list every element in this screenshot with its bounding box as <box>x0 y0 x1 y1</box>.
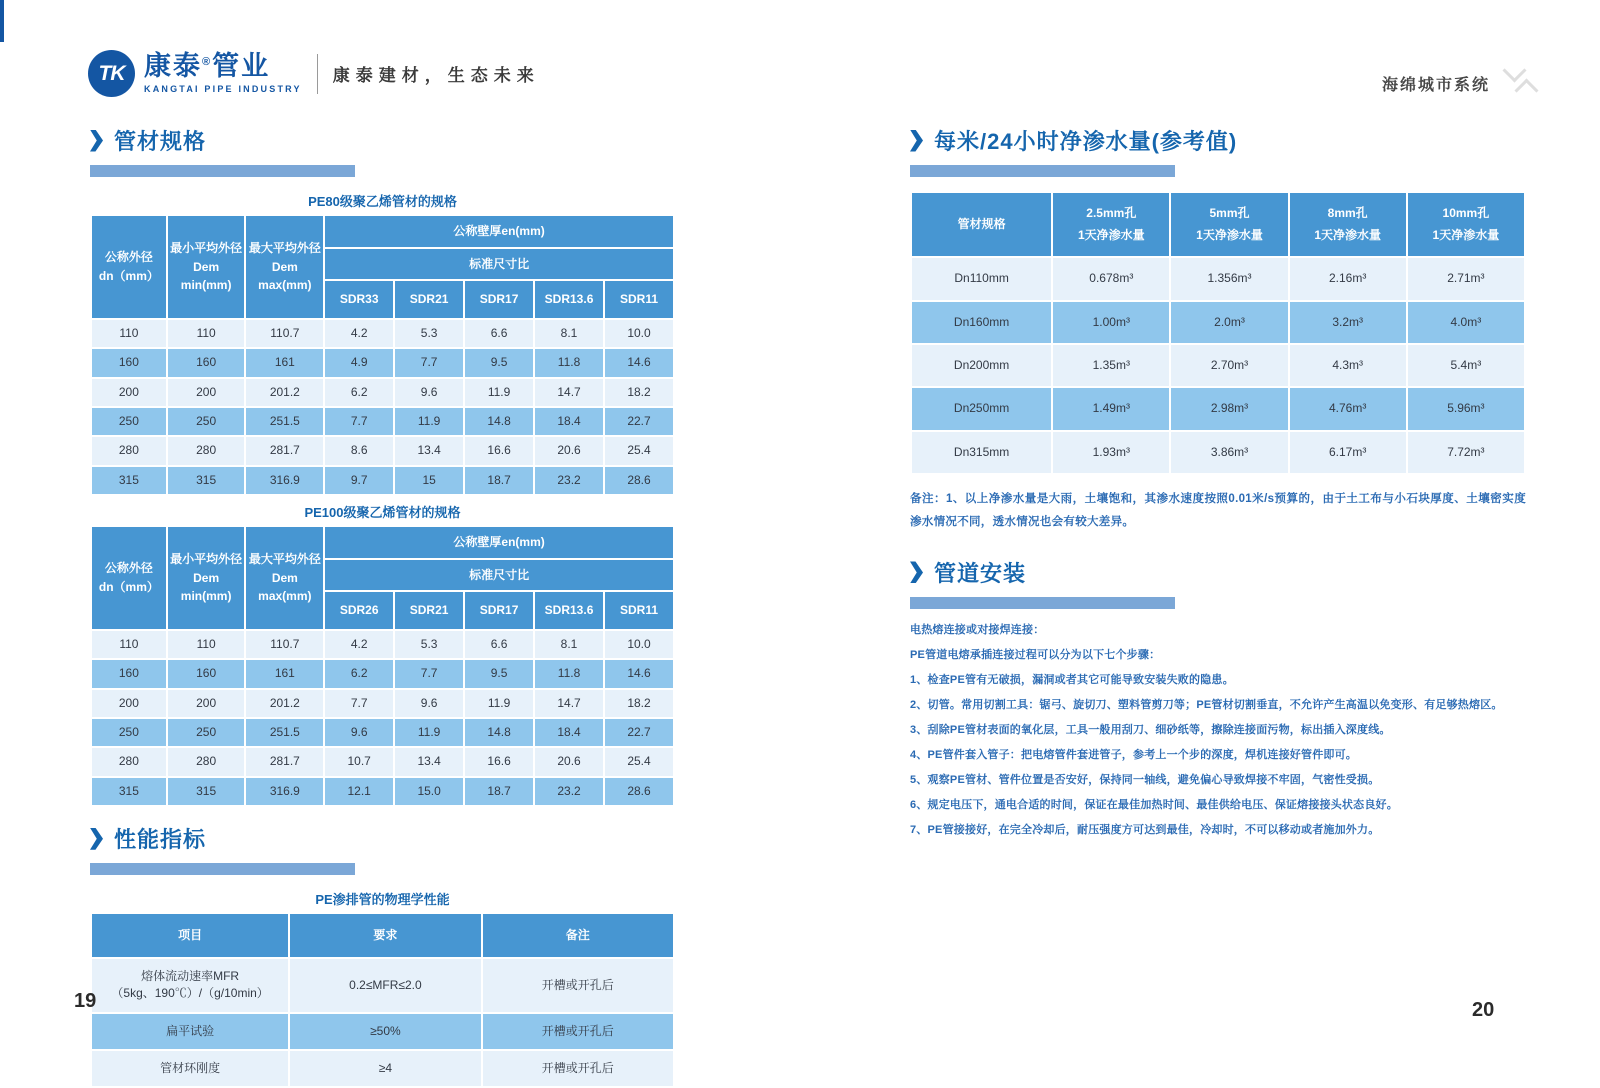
table-cell: 18.4 <box>534 407 604 436</box>
section-underline-bar <box>910 165 1175 177</box>
section-underline-bar <box>90 863 355 875</box>
table-cell: 6.6 <box>464 630 534 659</box>
table-cell: 23.2 <box>534 466 604 495</box>
col-header-sdr: SDR13.6 <box>534 591 604 630</box>
table-cell: 110 <box>91 630 167 659</box>
table-row <box>91 407 674 436</box>
table-cell: 160 <box>91 348 167 377</box>
table-cell: 2.98m³ <box>1170 387 1288 430</box>
performance-table <box>90 912 675 1088</box>
text-line: 4、PE管件套入管子：把电熔管件套进管子，参考上一个步的深度，焊机连接好管件即可。 <box>910 748 1357 761</box>
text-line: 7、PE管接接好，在完全冷却后，耐压强度方可达到最佳，冷却时，不可以移动或者施加外力。 <box>910 823 1380 836</box>
table-cell: 250 <box>91 718 167 747</box>
table-cell: 251.5 <box>245 718 324 747</box>
table-cell: 4.0m³ <box>1407 301 1525 344</box>
table-cell: 4.3m³ <box>1289 344 1407 387</box>
sponge-city-label: 海绵城市系统 <box>1381 76 1490 94</box>
table-cell: 14.8 <box>464 718 534 747</box>
text-line: 3、刮除PE管材表面的氧化层，工具一般用刮刀、细砂纸等，擦除连接面污物，标出插入深度线。 <box>910 723 1391 736</box>
table-cell: 280 <box>167 747 246 776</box>
registered-mark: ® <box>202 56 213 68</box>
table-cell: ≥50% <box>289 1013 481 1050</box>
text-line: 5、观察PE管材、管件位置是否安好，保持同一轴线，避免偏心导致焊接不牢固，气密性受损。 <box>910 773 1380 786</box>
table-cell: 11.8 <box>534 348 604 377</box>
table-cell: 3.86m³ <box>1170 431 1288 474</box>
table-cell: 开槽或开孔后 <box>482 1050 674 1087</box>
table-cell: 315 <box>167 777 246 806</box>
table-cell: 14.7 <box>534 378 604 407</box>
text-line: 电热熔连接或对接焊连接： <box>910 623 1045 636</box>
table-cell: 2.0m³ <box>1170 301 1288 344</box>
table-cell: 4.76m³ <box>1289 387 1407 430</box>
table-cell: 18.2 <box>604 378 674 407</box>
col-header-sdr: SDR11 <box>604 280 674 319</box>
table-cell: 280 <box>91 436 167 465</box>
col-header-dem-max: 最大平均外径 Dem max(mm) <box>245 215 324 319</box>
table-row <box>91 378 674 407</box>
table-cell: 281.7 <box>245 436 324 465</box>
section-arrow-icon <box>90 828 103 850</box>
brand-name-part1: 康泰 <box>144 51 202 81</box>
chevron-decor-top <box>1502 58 1526 82</box>
table-row <box>91 1050 674 1087</box>
col-header-sdr: SDR26 <box>324 591 394 630</box>
table-cell: 22.7 <box>604 718 674 747</box>
col-header-sdr: SDR21 <box>394 591 464 630</box>
table-cell: 8.1 <box>534 630 604 659</box>
table-cell: 160 <box>91 659 167 688</box>
header-right <box>1382 52 1544 114</box>
table-row <box>91 319 674 348</box>
table-row <box>91 1013 674 1050</box>
table-cell: 11.9 <box>464 689 534 718</box>
table-cell: 7.72m³ <box>1407 431 1525 474</box>
table-cell: 扁平试验 <box>91 1013 289 1050</box>
table-cell: 200 <box>167 378 246 407</box>
tk-logo-icon: TK <box>88 50 135 97</box>
table-row <box>91 466 674 495</box>
section-title-installation: 管道安装 <box>934 560 1027 586</box>
text-line: 1、检查PE管有无破损，漏洞或者其它可能导致安装失败的隐患。 <box>910 673 1234 686</box>
table-cell: 14.7 <box>534 689 604 718</box>
table-cell: 5.96m³ <box>1407 387 1525 430</box>
table-row <box>911 431 1525 474</box>
col-header-sdr: SDR13.6 <box>534 280 604 319</box>
table-cell: 110.7 <box>245 630 324 659</box>
page-number-left: 19 <box>74 990 97 1012</box>
brand-tagline: 康泰建材，生态未来 <box>332 66 540 85</box>
table-cell: 201.2 <box>245 378 324 407</box>
col-header-dem-min: 最小平均外径 Dem min(mm) <box>167 526 246 630</box>
brand-logo <box>88 50 540 97</box>
table-cell: 315 <box>91 466 167 495</box>
table-cell: 4.2 <box>324 630 394 659</box>
table-cell: 熔体流动速率MFR （5kg、190℃）/（g/10min） <box>91 958 289 1013</box>
table-cell: 管材环刚度 <box>91 1050 289 1087</box>
table-row <box>91 689 674 718</box>
col-header-dem-max: 最大平均外径 Dem max(mm) <box>245 526 324 630</box>
table-cell: 15 <box>394 466 464 495</box>
table-cell: 7.7 <box>394 659 464 688</box>
text-line: PE管道电熔承插连接过程可以分为以下七个步骤： <box>910 648 1161 661</box>
col-header-sdr: SDR21 <box>394 280 464 319</box>
section-title-seepage: 每米/24小时净渗水量(参考值) <box>934 129 1238 154</box>
table-row <box>911 344 1525 387</box>
table-cell: 10.7 <box>324 747 394 776</box>
table-cell: 9.6 <box>394 689 464 718</box>
table-cell: 280 <box>167 436 246 465</box>
table-cell: 160 <box>167 348 246 377</box>
table-row <box>91 777 674 806</box>
table-cell: 6.6 <box>464 319 534 348</box>
table-cell: 7.7 <box>394 348 464 377</box>
section-arrow-icon <box>910 130 923 152</box>
col-header-dn: 公称外径 dn（mm） <box>91 215 167 319</box>
right-page-content <box>910 125 1526 843</box>
table-cell: 11.9 <box>394 407 464 436</box>
section-header-spec <box>90 125 675 156</box>
col-header-item: 项目 <box>91 913 289 958</box>
table-cell: 250 <box>167 407 246 436</box>
table-cell: 161 <box>245 659 324 688</box>
table-row <box>911 301 1525 344</box>
seepage-table-head <box>911 192 1525 257</box>
table-cell: 13.4 <box>394 747 464 776</box>
table-cell: 6.2 <box>324 378 394 407</box>
table-cell: 13.4 <box>394 436 464 465</box>
col-header-hole-2-5mm: 2.5mm孔 1天净渗水量 <box>1052 192 1170 257</box>
pe100-table-body <box>91 630 674 806</box>
table-cell: 1.35m³ <box>1052 344 1170 387</box>
table-cell: 18.7 <box>464 777 534 806</box>
table-cell: Dn160mm <box>911 301 1052 344</box>
table-cell: 5.4m³ <box>1407 344 1525 387</box>
table-cell: 9.6 <box>324 718 394 747</box>
table-cell: 110 <box>91 319 167 348</box>
table-cell: 280 <box>91 747 167 776</box>
table-cell: 25.4 <box>604 436 674 465</box>
table-row <box>91 958 674 1013</box>
col-group-wall-thickness: 公称壁厚en(mm) <box>324 526 674 559</box>
table-cell: 10.0 <box>604 319 674 348</box>
table-cell: 16.6 <box>464 747 534 776</box>
table-cell: 4.2 <box>324 319 394 348</box>
table-cell: 12.1 <box>324 777 394 806</box>
table-cell: 2.71m³ <box>1407 257 1525 300</box>
table-cell: 11.8 <box>534 659 604 688</box>
table-cell: 18.4 <box>534 718 604 747</box>
table-cell: 5.3 <box>394 630 464 659</box>
table-cell: 160 <box>167 659 246 688</box>
table-cell: 1.93m³ <box>1052 431 1170 474</box>
table-cell: 14.6 <box>604 659 674 688</box>
section-title-performance: 性能指标 <box>114 827 207 853</box>
page-number-right: 20 <box>1472 999 1495 1021</box>
table-cell: 10.0 <box>604 630 674 659</box>
pe80-table-title: PE80级聚乙烯管材的规格 <box>308 194 457 209</box>
table-row <box>91 630 674 659</box>
pe80-table-head <box>91 215 674 319</box>
table-cell: 1.00m³ <box>1052 301 1170 344</box>
col-header-hole-8mm: 8mm孔 1天净渗水量 <box>1289 192 1407 257</box>
col-header-pipe-spec: 管材规格 <box>911 192 1052 257</box>
section-header-seepage <box>910 125 1526 156</box>
table-cell: 开槽或开孔后 <box>482 1013 674 1050</box>
table-cell: 9.7 <box>324 466 394 495</box>
brand-name-cn <box>144 53 302 80</box>
table-cell: 251.5 <box>245 407 324 436</box>
section-title-spec: 管材规格 <box>114 129 207 154</box>
table-cell: 14.8 <box>464 407 534 436</box>
section-arrow-icon <box>910 561 923 583</box>
col-header-dem-min: 最小平均外径 Dem min(mm) <box>167 215 246 319</box>
table-cell: 0.678m³ <box>1052 257 1170 300</box>
table-cell: 7.7 <box>324 689 394 718</box>
table-cell: Dn200mm <box>911 344 1052 387</box>
performance-table-title: PE渗排管的物理学性能 <box>315 892 450 908</box>
table-cell: 23.2 <box>534 777 604 806</box>
table-row <box>91 436 674 465</box>
text-line: 6、规定电压下，通电合适的时间，保证在最佳加热时间、最佳供给电压、保证熔接接头状态良好。 <box>910 798 1398 811</box>
table-cell: 9.5 <box>464 348 534 377</box>
table-cell: 20.6 <box>534 747 604 776</box>
table-row <box>911 257 1525 300</box>
table-cell: 110.7 <box>245 319 324 348</box>
table-cell: 316.9 <box>245 777 324 806</box>
table-cell: 9.5 <box>464 659 534 688</box>
table-cell: 1.356m³ <box>1170 257 1288 300</box>
table-cell: 28.6 <box>604 466 674 495</box>
table-cell: 6.17m³ <box>1289 431 1407 474</box>
table-cell: 8.1 <box>534 319 604 348</box>
table-cell: 9.6 <box>394 378 464 407</box>
table-cell: 开槽或开孔后 <box>482 958 674 1013</box>
table-cell: 4.9 <box>324 348 394 377</box>
table-cell: 316.9 <box>245 466 324 495</box>
table-cell: 200 <box>167 689 246 718</box>
performance-table-head <box>91 913 674 958</box>
table-cell: 110 <box>167 630 246 659</box>
col-header-hole-10mm: 10mm孔 1天净渗水量 <box>1407 192 1525 257</box>
table-row <box>91 348 674 377</box>
page-edge-accent <box>0 0 4 42</box>
sponge-city-icon <box>1504 52 1544 114</box>
table-cell: Dn250mm <box>911 387 1052 430</box>
performance-table-body <box>91 958 674 1088</box>
table-cell: 110 <box>167 319 246 348</box>
col-header-hole-5mm: 5mm孔 1天净渗水量 <box>1170 192 1288 257</box>
seepage-note: 备注：1、以上净渗水量是大雨，土壤饱和，其渗水速度按照0.01米/s预算的，由于土工布与小石块厚度、土壤密实度渗水情况不同，透水情况也会有较大差异。 <box>910 493 1526 528</box>
table-cell: ≥4 <box>289 1050 481 1087</box>
brand-text-block <box>144 53 302 94</box>
seepage-table <box>910 191 1526 475</box>
pe80-table-body <box>91 319 674 495</box>
table-cell: 6.2 <box>324 659 394 688</box>
table-cell: 201.2 <box>245 689 324 718</box>
table-cell: 14.6 <box>604 348 674 377</box>
pe100-table-title: PE100级聚乙烯管材的规格 <box>304 505 461 521</box>
brand-name-part2: 管业 <box>212 51 271 81</box>
col-subgroup-sdr: 标准尺寸比 <box>324 248 674 281</box>
table-cell: 11.9 <box>464 378 534 407</box>
header-divider <box>317 54 318 94</box>
table-row <box>91 747 674 776</box>
left-page-content <box>90 125 675 1088</box>
table-cell: 8.6 <box>324 436 394 465</box>
table-cell: 200 <box>91 689 167 718</box>
table-cell: 20.6 <box>534 436 604 465</box>
section-underline-bar <box>90 165 355 177</box>
section-underline-bar <box>910 597 1175 609</box>
table-cell: 15.0 <box>394 777 464 806</box>
pe80-spec-table <box>90 214 675 496</box>
col-header-dn: 公称外径 dn（mm） <box>91 526 167 630</box>
table-cell: 281.7 <box>245 747 324 776</box>
col-header-sdr: SDR33 <box>324 280 394 319</box>
col-header-sdr: SDR17 <box>464 591 534 630</box>
section-arrow-icon <box>90 130 103 152</box>
table-cell: 25.4 <box>604 747 674 776</box>
table-cell: 200 <box>91 378 167 407</box>
table-cell: 250 <box>167 718 246 747</box>
chevron-decor-bottom <box>1514 78 1538 102</box>
col-header-sdr: SDR11 <box>604 591 674 630</box>
table-cell: 315 <box>91 777 167 806</box>
col-subgroup-sdr: 标准尺寸比 <box>324 559 674 592</box>
table-cell: 250 <box>91 407 167 436</box>
table-cell: 22.7 <box>604 407 674 436</box>
table-cell: 18.7 <box>464 466 534 495</box>
table-cell: 2.70m³ <box>1170 344 1288 387</box>
table-cell: 0.2≤MFR≤2.0 <box>289 958 481 1013</box>
table-cell: 2.16m³ <box>1289 257 1407 300</box>
table-row <box>91 659 674 688</box>
col-header-requirement: 要求 <box>289 913 481 958</box>
section-header-performance <box>90 823 675 854</box>
table-cell: 18.2 <box>604 689 674 718</box>
table-cell: 3.2m³ <box>1289 301 1407 344</box>
installation-steps <box>910 618 1526 843</box>
section-header-installation <box>910 557 1526 588</box>
table-cell: Dn110mm <box>911 257 1052 300</box>
table-cell: 11.9 <box>394 718 464 747</box>
brand-name-en: KANGTAI PIPE INDUSTRY <box>144 84 302 94</box>
col-header-sdr: SDR17 <box>464 280 534 319</box>
text-line: 2、切管。常用切割工具：锯弓、旋切刀、塑料管剪刀等；PE管材切割垂直，不允许产生高温以免变形、有足够热熔区。 <box>910 698 1503 711</box>
table-cell: 1.49m³ <box>1052 387 1170 430</box>
table-cell: 7.7 <box>324 407 394 436</box>
seepage-table-body <box>911 257 1525 474</box>
table-cell: 161 <box>245 348 324 377</box>
table-cell: Dn315mm <box>911 431 1052 474</box>
table-cell: 16.6 <box>464 436 534 465</box>
col-header-remark: 备注 <box>482 913 674 958</box>
pe100-table-head <box>91 526 674 630</box>
pe100-spec-table <box>90 525 675 807</box>
table-cell: 5.3 <box>394 319 464 348</box>
table-cell: 315 <box>167 466 246 495</box>
table-cell: 28.6 <box>604 777 674 806</box>
col-group-wall-thickness: 公称壁厚en(mm) <box>324 215 674 248</box>
table-row <box>91 718 674 747</box>
table-row <box>911 387 1525 430</box>
